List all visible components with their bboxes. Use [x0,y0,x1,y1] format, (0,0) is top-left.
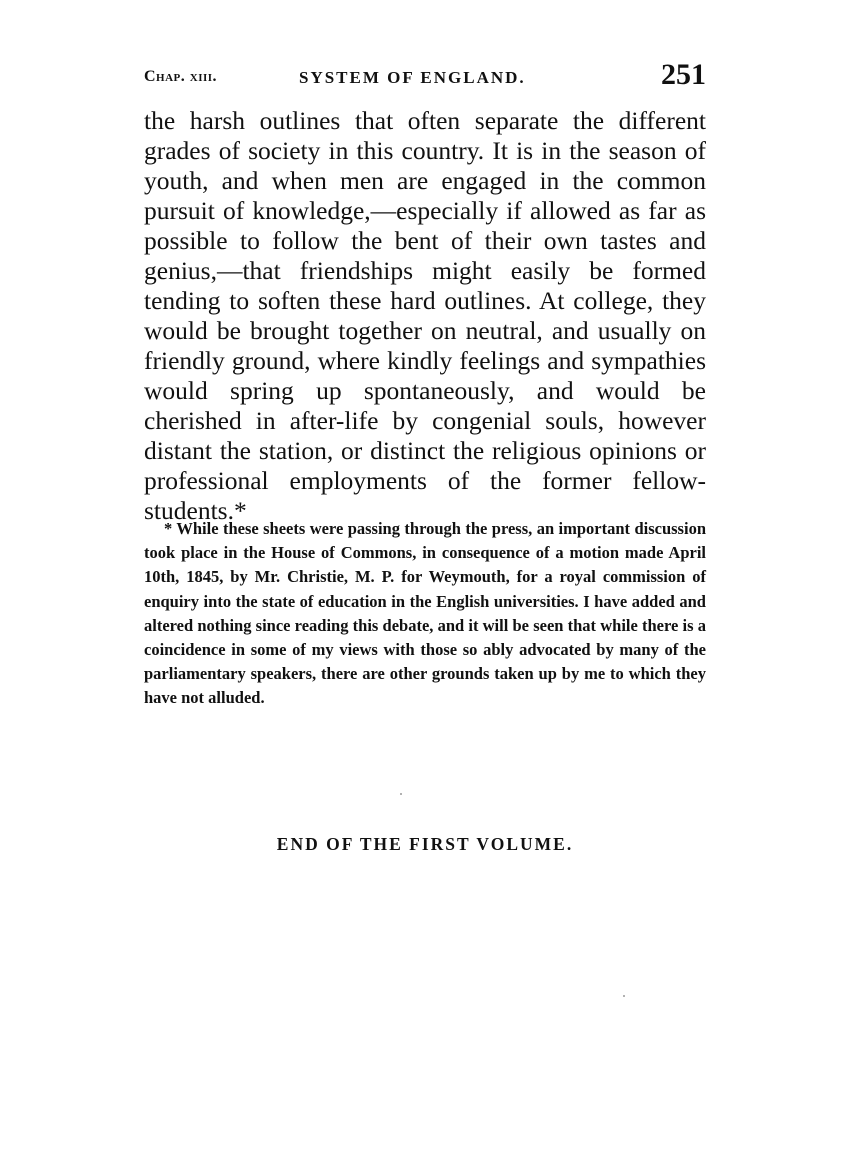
paper-speck [400,793,402,795]
footnote: * While these sheets were passing through the press, an important discussion took place in the House of Commons, in consequence of a motion made April 10th, 1845, by Mr. Christie, M. P. for Weymouth, for a royal commission of enquiry into the state of education in the English universities. I have added and altered nothing since reading this debate, and it will be seen that while there is a coincidence in some of my views with those so ably advocated by many of the parliamentary speakers, there are other grounds taken up by me to which they have not alluded. [144,519,706,708]
running-title: SYSTEM OF ENGLAND. [299,68,526,87]
paper-speck [623,995,625,997]
body-paragraph: the harsh outlines that often separate the different grades of society in this country. It is in the season of youth, and when men are engaged in the common pursuit of knowledge,—especially if allowed as far as possible to follow the bent of their own tastes and genius,—that friendships might easily be formed tending to soften these hard outlines. At college, they would be brought together on neutral, and usually on friendly ground, where kindly feelings and sympathies would spring up spontaneously, and would be cherished in after-life by congenial souls, however distant the station, or distinct the religious opinions or professional employments of the former fellow-students.* [144,106,706,525]
chapter-label: Chap. xiii. [144,68,218,85]
page-number: 251 [661,58,706,91]
end-of-volume-note: END OF THE FIRST VOLUME. [276,834,574,854]
running-head [144,58,706,94]
